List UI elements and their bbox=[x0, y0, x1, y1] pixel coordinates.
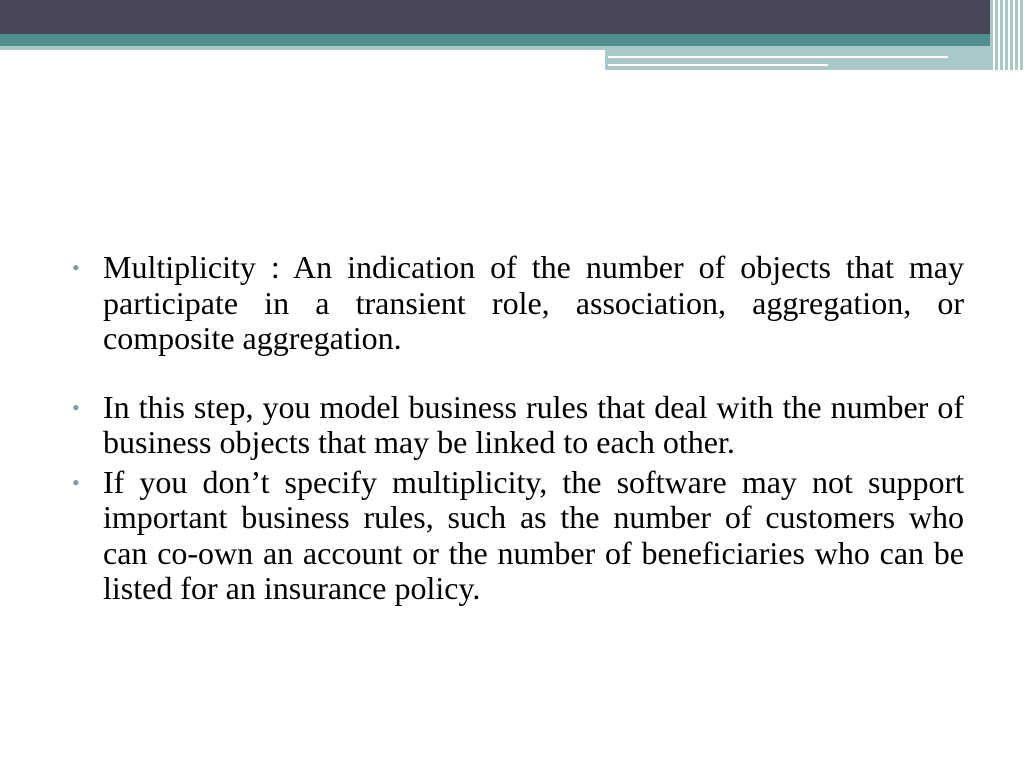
header-stripes bbox=[990, 0, 1024, 70]
bullet-text: In this step, you model business rules that deal with the number of business objects that may be linked to each other. bbox=[103, 388, 964, 460]
bullet-item bbox=[72, 390, 964, 461]
bullet-item bbox=[72, 250, 964, 357]
bullet-marker: • bbox=[72, 394, 80, 420]
bullet-marker: • bbox=[72, 255, 80, 280]
bullet-item bbox=[72, 465, 964, 607]
header-band-teal bbox=[0, 34, 1024, 46]
slide-body bbox=[72, 250, 964, 607]
header-band-line bbox=[608, 56, 948, 58]
header-band-right-block bbox=[605, 46, 1024, 70]
bullet-list bbox=[72, 250, 964, 607]
bullet-marker: • bbox=[72, 469, 80, 495]
bullet-text: If you don’t specify multiplicity, the software may not support important business rules, such as the number of customers who can co-own an account or the number of beneficiaries who can be listed for an insurance policy. bbox=[103, 463, 964, 606]
header-band-light bbox=[0, 46, 605, 50]
header-band-dark bbox=[0, 0, 1024, 34]
header-band-line bbox=[608, 64, 828, 66]
bullet-text: Multiplicity : An indication of the number of objects that may participate in a transient role, association, aggregation, or composite aggregation. bbox=[103, 249, 964, 356]
